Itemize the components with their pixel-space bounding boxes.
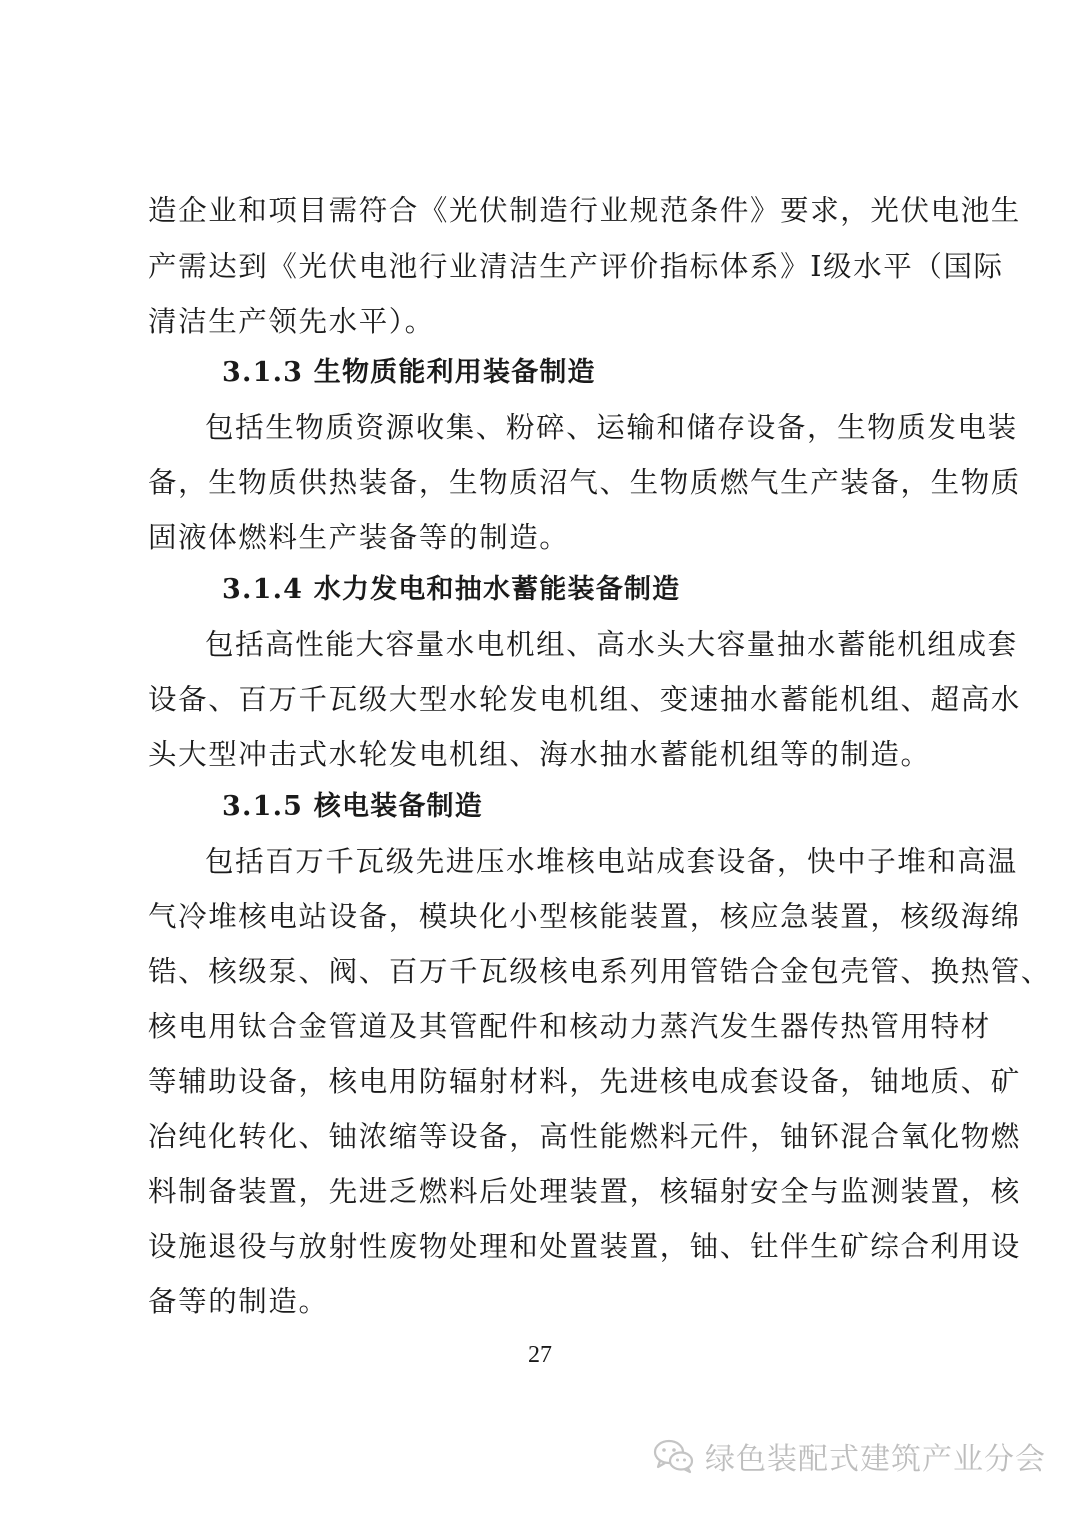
- section-heading-3-1-3: 3.1.3 生物质能利用装备制造: [222, 357, 596, 388]
- body-line: 锆、核级泵、阀、百万千瓦级核电系列用管锆合金包壳管、换热管、: [148, 955, 1052, 988]
- watermark-text: 绿色装配式建筑产业分会: [705, 1442, 1046, 1477]
- body-line: 产需达到《光伏电池行业清洁生产评价指标体系》Ⅰ级水平（国际: [148, 250, 1004, 283]
- body-line: 冶纯化转化、铀浓缩等设备，高性能燃料元件，铀钚混合氧化物燃: [148, 1120, 1021, 1153]
- body-line: 设施退役与放射性废物处理和处置装置，铀、钍伴生矿综合利用设: [148, 1230, 1021, 1263]
- body-line: 等辅助设备，核电用防辐射材料，先进核电成套设备，铀地质、矿: [148, 1065, 1021, 1098]
- body-line: 造企业和项目需符合《光伏制造行业规范条件》要求，光伏电池生: [148, 194, 1021, 227]
- wechat-icon: [653, 1438, 695, 1474]
- body-line: 气冷堆核电站设备，模块化小型核能装置，核应急装置，核级海绵: [148, 900, 1021, 933]
- section-heading-3-1-5: 3.1.5 核电装备制造: [222, 791, 483, 822]
- body-line: 固液体燃料生产装备等的制造。: [148, 521, 570, 554]
- section-heading-3-1-4: 3.1.4 水力发电和抽水蓄能装备制造: [222, 574, 681, 605]
- body-line: 包括生物质资源收集、粉碎、运输和储存设备，生物质发电装: [205, 411, 1018, 444]
- watermark: [653, 1434, 1046, 1478]
- body-line: 清洁生产领先水平）。: [148, 305, 435, 338]
- body-line: 设备、百万千瓦级大型水轮发电机组、变速抽水蓄能机组、超高水: [148, 683, 1021, 716]
- body-line: 包括百万千瓦级先进压水堆核电站成套设备，快中子堆和高温: [205, 845, 1018, 878]
- body-line: 包括高性能大容量水电机组、高水头大容量抽水蓄能机组成套: [205, 628, 1018, 661]
- body-line: 料制备装置，先进乏燃料后处理装置，核辐射安全与监测装置，核: [148, 1175, 1021, 1208]
- body-line: 头大型冲击式水轮发电机组、海水抽水蓄能机组等的制造。: [148, 738, 931, 771]
- body-line: 核电用钛合金管道及其管配件和核动力蒸汽发生器传热管用特材: [148, 1010, 991, 1043]
- body-line: 备，生物质供热装备，生物质沼气、生物质燃气生产装备，生物质: [148, 466, 1021, 499]
- page-number: 27: [528, 1342, 552, 1368]
- body-line: 备等的制造。: [148, 1285, 329, 1318]
